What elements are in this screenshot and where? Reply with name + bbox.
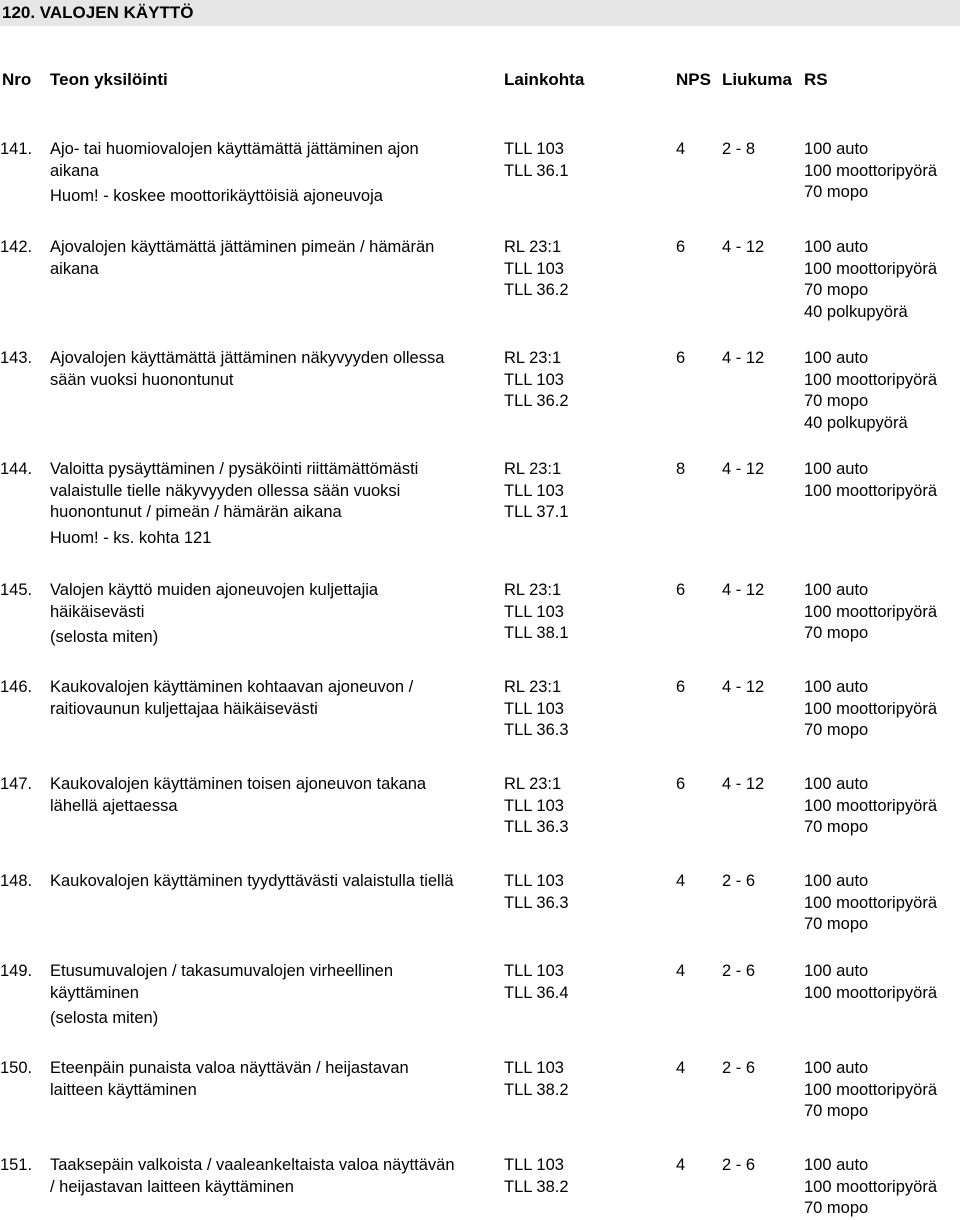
liukuma-value: 2 - 6 (722, 872, 756, 890)
nps-value: 4 (676, 1156, 686, 1174)
header-rs: RS (804, 70, 828, 89)
lainkohta-cell (504, 139, 569, 182)
rs-line: 100 auto (804, 962, 869, 980)
rs-line: 100 auto (804, 1156, 869, 1174)
nps-value: 8 (676, 460, 686, 478)
lainkohta-line: TLL 36.3 (504, 721, 569, 740)
rs-line: 70 mopo (804, 721, 869, 740)
lainkohta-cell (504, 1058, 569, 1101)
lainkohta-cell (504, 237, 569, 302)
lainkohta-line: TLL 36.2 (504, 281, 569, 300)
description-line: lähellä ajettaessa (50, 796, 178, 815)
rs-line: 100 moottoripyörä (804, 161, 937, 180)
offense-description (50, 677, 502, 720)
lainkohta-line: RL 23:1 (504, 775, 562, 793)
description-line: sään vuoksi huonontunut (50, 370, 234, 389)
rs-cell (804, 961, 937, 1004)
description-line: Kaukovalojen käyttäminen toisen ajoneuvon takana (50, 775, 427, 793)
rs-line: 100 auto (804, 238, 869, 256)
liukuma-value: 4 - 12 (722, 678, 765, 696)
description-line: häikäisevästi (50, 602, 145, 621)
rs-line: 100 moottoripyörä (804, 481, 937, 500)
description-line: Taaksepäin valkoista / vaaleankeltaista valoa näyttävän (50, 1156, 455, 1174)
liukuma-value: 4 - 12 (722, 349, 765, 367)
rs-line: 100 auto (804, 140, 869, 158)
header-nro: Nro (2, 70, 32, 89)
offense-description (50, 1155, 502, 1198)
rs-line: 70 mopo (804, 392, 869, 411)
description-note: (selosta miten) (50, 628, 159, 647)
rs-line: 100 auto (804, 775, 869, 793)
lainkohta-line: TLL 103 (504, 1156, 564, 1174)
lainkohta-line: TLL 36.2 (504, 392, 569, 411)
liukuma-value: 2 - 6 (722, 1059, 756, 1077)
lainkohta-line: TLL 38.2 (504, 1080, 569, 1099)
offense-description (50, 961, 502, 1030)
description-line: aikana (50, 161, 99, 180)
liukuma-value: 4 - 12 (722, 460, 765, 478)
lainkohta-line: TLL 103 (504, 602, 564, 621)
lainkohta-cell (504, 348, 569, 413)
nps-value: 6 (676, 775, 686, 793)
row-number: 145. (0, 581, 33, 599)
rs-line: 100 auto (804, 678, 869, 696)
lainkohta-cell (504, 961, 569, 1004)
row-number: 146. (0, 678, 33, 696)
description-line: Etusumuvalojen / takasumuvalojen virheellinen (50, 962, 394, 980)
row-number: 143. (0, 349, 33, 367)
row-number: 148. (0, 872, 33, 890)
row-number: 150. (0, 1059, 33, 1077)
rs-line: 100 moottoripyörä (804, 699, 937, 718)
lainkohta-cell (504, 459, 569, 524)
nps-value: 6 (676, 678, 686, 696)
rs-cell (804, 871, 937, 936)
description-note: (selosta miten) (50, 1009, 159, 1028)
header-lainkohta: Lainkohta (504, 70, 585, 89)
lainkohta-line: RL 23:1 (504, 460, 562, 478)
lainkohta-line: RL 23:1 (504, 349, 562, 367)
row-number: 144. (0, 460, 33, 478)
rs-cell (804, 580, 937, 645)
nps-value: 6 (676, 238, 686, 256)
offense-description (50, 774, 502, 817)
description-line: laitteen käyttäminen (50, 1080, 197, 1099)
description-line: huonontunut / pimeän / hämärän aikana (50, 503, 342, 522)
row-number: 141. (0, 140, 33, 158)
nps-value: 6 (676, 581, 686, 599)
nps-value: 4 (676, 140, 686, 158)
rs-line: 100 moottoripyörä (804, 983, 937, 1002)
lainkohta-cell (504, 580, 569, 645)
rs-line: 70 mopo (804, 281, 869, 300)
rs-cell (804, 677, 937, 742)
liukuma-value: 2 - 6 (722, 962, 756, 980)
lainkohta-line: TLL 103 (504, 481, 564, 500)
description-line: Ajo- tai huomiovalojen käyttämättä jättäminen ajon (50, 140, 419, 158)
rs-cell (804, 1155, 937, 1220)
rs-line: 100 auto (804, 872, 869, 890)
offense-description (50, 1058, 502, 1101)
description-note: Huom! - koskee moottorikäyttöisiä ajoneuvoja (50, 187, 383, 206)
lainkohta-line: RL 23:1 (504, 678, 562, 696)
rs-line: 70 mopo (804, 915, 869, 934)
lainkohta-line: TLL 103 (504, 962, 564, 980)
nps-value: 4 (676, 962, 686, 980)
page-title: 120. VALOJEN KÄYTTÖ (0, 0, 960, 26)
description-line: Eteenpäin punaista valoa näyttävän / heijastavan (50, 1059, 409, 1077)
rs-line: 40 polkupyörä (804, 303, 908, 322)
rs-line: 70 mopo (804, 1102, 869, 1121)
rs-line: 70 mopo (804, 818, 869, 837)
lainkohta-line: TLL 36.4 (504, 983, 569, 1002)
lainkohta-cell (504, 1155, 569, 1198)
lainkohta-line: TLL 36.3 (504, 893, 569, 912)
liukuma-value: 4 - 12 (722, 581, 765, 599)
rs-line: 100 moottoripyörä (804, 1177, 937, 1196)
description-line: Valoitta pysäyttäminen / pysäköinti riittämättömästi (50, 460, 419, 478)
header-nps: NPS (676, 70, 711, 89)
lainkohta-line: TLL 103 (504, 140, 564, 158)
nps-value: 6 (676, 349, 686, 367)
rs-line: 70 mopo (804, 624, 869, 643)
description-line: / heijastavan laitteen käyttäminen (50, 1177, 294, 1196)
rs-cell (804, 237, 937, 324)
rs-cell (804, 348, 937, 435)
lainkohta-line: RL 23:1 (504, 238, 562, 256)
row-number: 151. (0, 1156, 33, 1174)
row-number: 149. (0, 962, 33, 980)
rs-line: 100 moottoripyörä (804, 796, 937, 815)
header-liukuma: Liukuma (722, 70, 792, 89)
lainkohta-line: TLL 37.1 (504, 503, 569, 522)
rs-cell (804, 1058, 937, 1123)
lainkohta-line: TLL 36.3 (504, 818, 569, 837)
description-line: Ajovalojen käyttämättä jättäminen näkyvyyden ollessa (50, 349, 445, 367)
offense-description (50, 348, 502, 391)
rs-cell (804, 459, 937, 502)
lainkohta-cell (504, 871, 569, 914)
offense-description (50, 871, 502, 893)
rs-line: 70 mopo (804, 1199, 869, 1218)
lainkohta-line: RL 23:1 (504, 581, 562, 599)
lainkohta-line: TLL 103 (504, 872, 564, 890)
rs-line: 100 moottoripyörä (804, 370, 937, 389)
header-teon-yksilointi: Teon yksilöinti (50, 70, 168, 89)
row-number: 147. (0, 775, 33, 793)
description-line: Ajovalojen käyttämättä jättäminen pimeän / hämärän (50, 238, 435, 256)
offense-description (50, 580, 502, 649)
lainkohta-line: TLL 103 (504, 370, 564, 389)
liukuma-value: 2 - 8 (722, 140, 756, 158)
description-line: Kaukovalojen käyttäminen kohtaavan ajoneuvon / (50, 678, 414, 696)
rs-line: 100 moottoripyörä (804, 602, 937, 621)
row-number: 142. (0, 238, 33, 256)
liukuma-value: 4 - 12 (722, 238, 765, 256)
offense-description (50, 459, 502, 550)
description-note: Huom! - ks. kohta 121 (50, 529, 212, 548)
description-line: Kaukovalojen käyttäminen tyydyttävästi valaistulla tiellä (50, 872, 454, 890)
rs-line: 100 auto (804, 349, 869, 367)
rs-line: 100 auto (804, 460, 869, 478)
liukuma-value: 2 - 6 (722, 1156, 756, 1174)
description-line: raitiovaunun kuljettajaa häikäisevästi (50, 699, 318, 718)
rs-line: 40 polkupyörä (804, 414, 908, 433)
description-line: aikana (50, 259, 99, 278)
lainkohta-line: TLL 38.2 (504, 1177, 569, 1196)
offense-description (50, 139, 502, 208)
lainkohta-line: TLL 103 (504, 259, 564, 278)
rs-line: 100 auto (804, 581, 869, 599)
rs-line: 70 mopo (804, 183, 869, 202)
rs-line: 100 moottoripyörä (804, 1080, 937, 1099)
lainkohta-line: TLL 103 (504, 699, 564, 718)
offense-description (50, 237, 502, 280)
lainkohta-line: TLL 38.1 (504, 624, 569, 643)
description-line: Valojen käyttö muiden ajoneuvojen kuljettajia (50, 581, 379, 599)
rs-cell (804, 774, 937, 839)
nps-value: 4 (676, 1059, 686, 1077)
description-line: valaistulle tielle näkyvyyden ollessa sään vuoksi (50, 481, 401, 500)
rs-line: 100 auto (804, 1059, 869, 1077)
liukuma-value: 4 - 12 (722, 775, 765, 793)
lainkohta-line: TLL 103 (504, 796, 564, 815)
lainkohta-cell (504, 774, 569, 839)
lainkohta-line: TLL 36.1 (504, 161, 569, 180)
nps-value: 4 (676, 872, 686, 890)
rs-cell (804, 139, 937, 204)
lainkohta-line: TLL 103 (504, 1059, 564, 1077)
rs-line: 100 moottoripyörä (804, 893, 937, 912)
lainkohta-cell (504, 677, 569, 742)
description-line: käyttäminen (50, 983, 139, 1002)
rs-line: 100 moottoripyörä (804, 259, 937, 278)
